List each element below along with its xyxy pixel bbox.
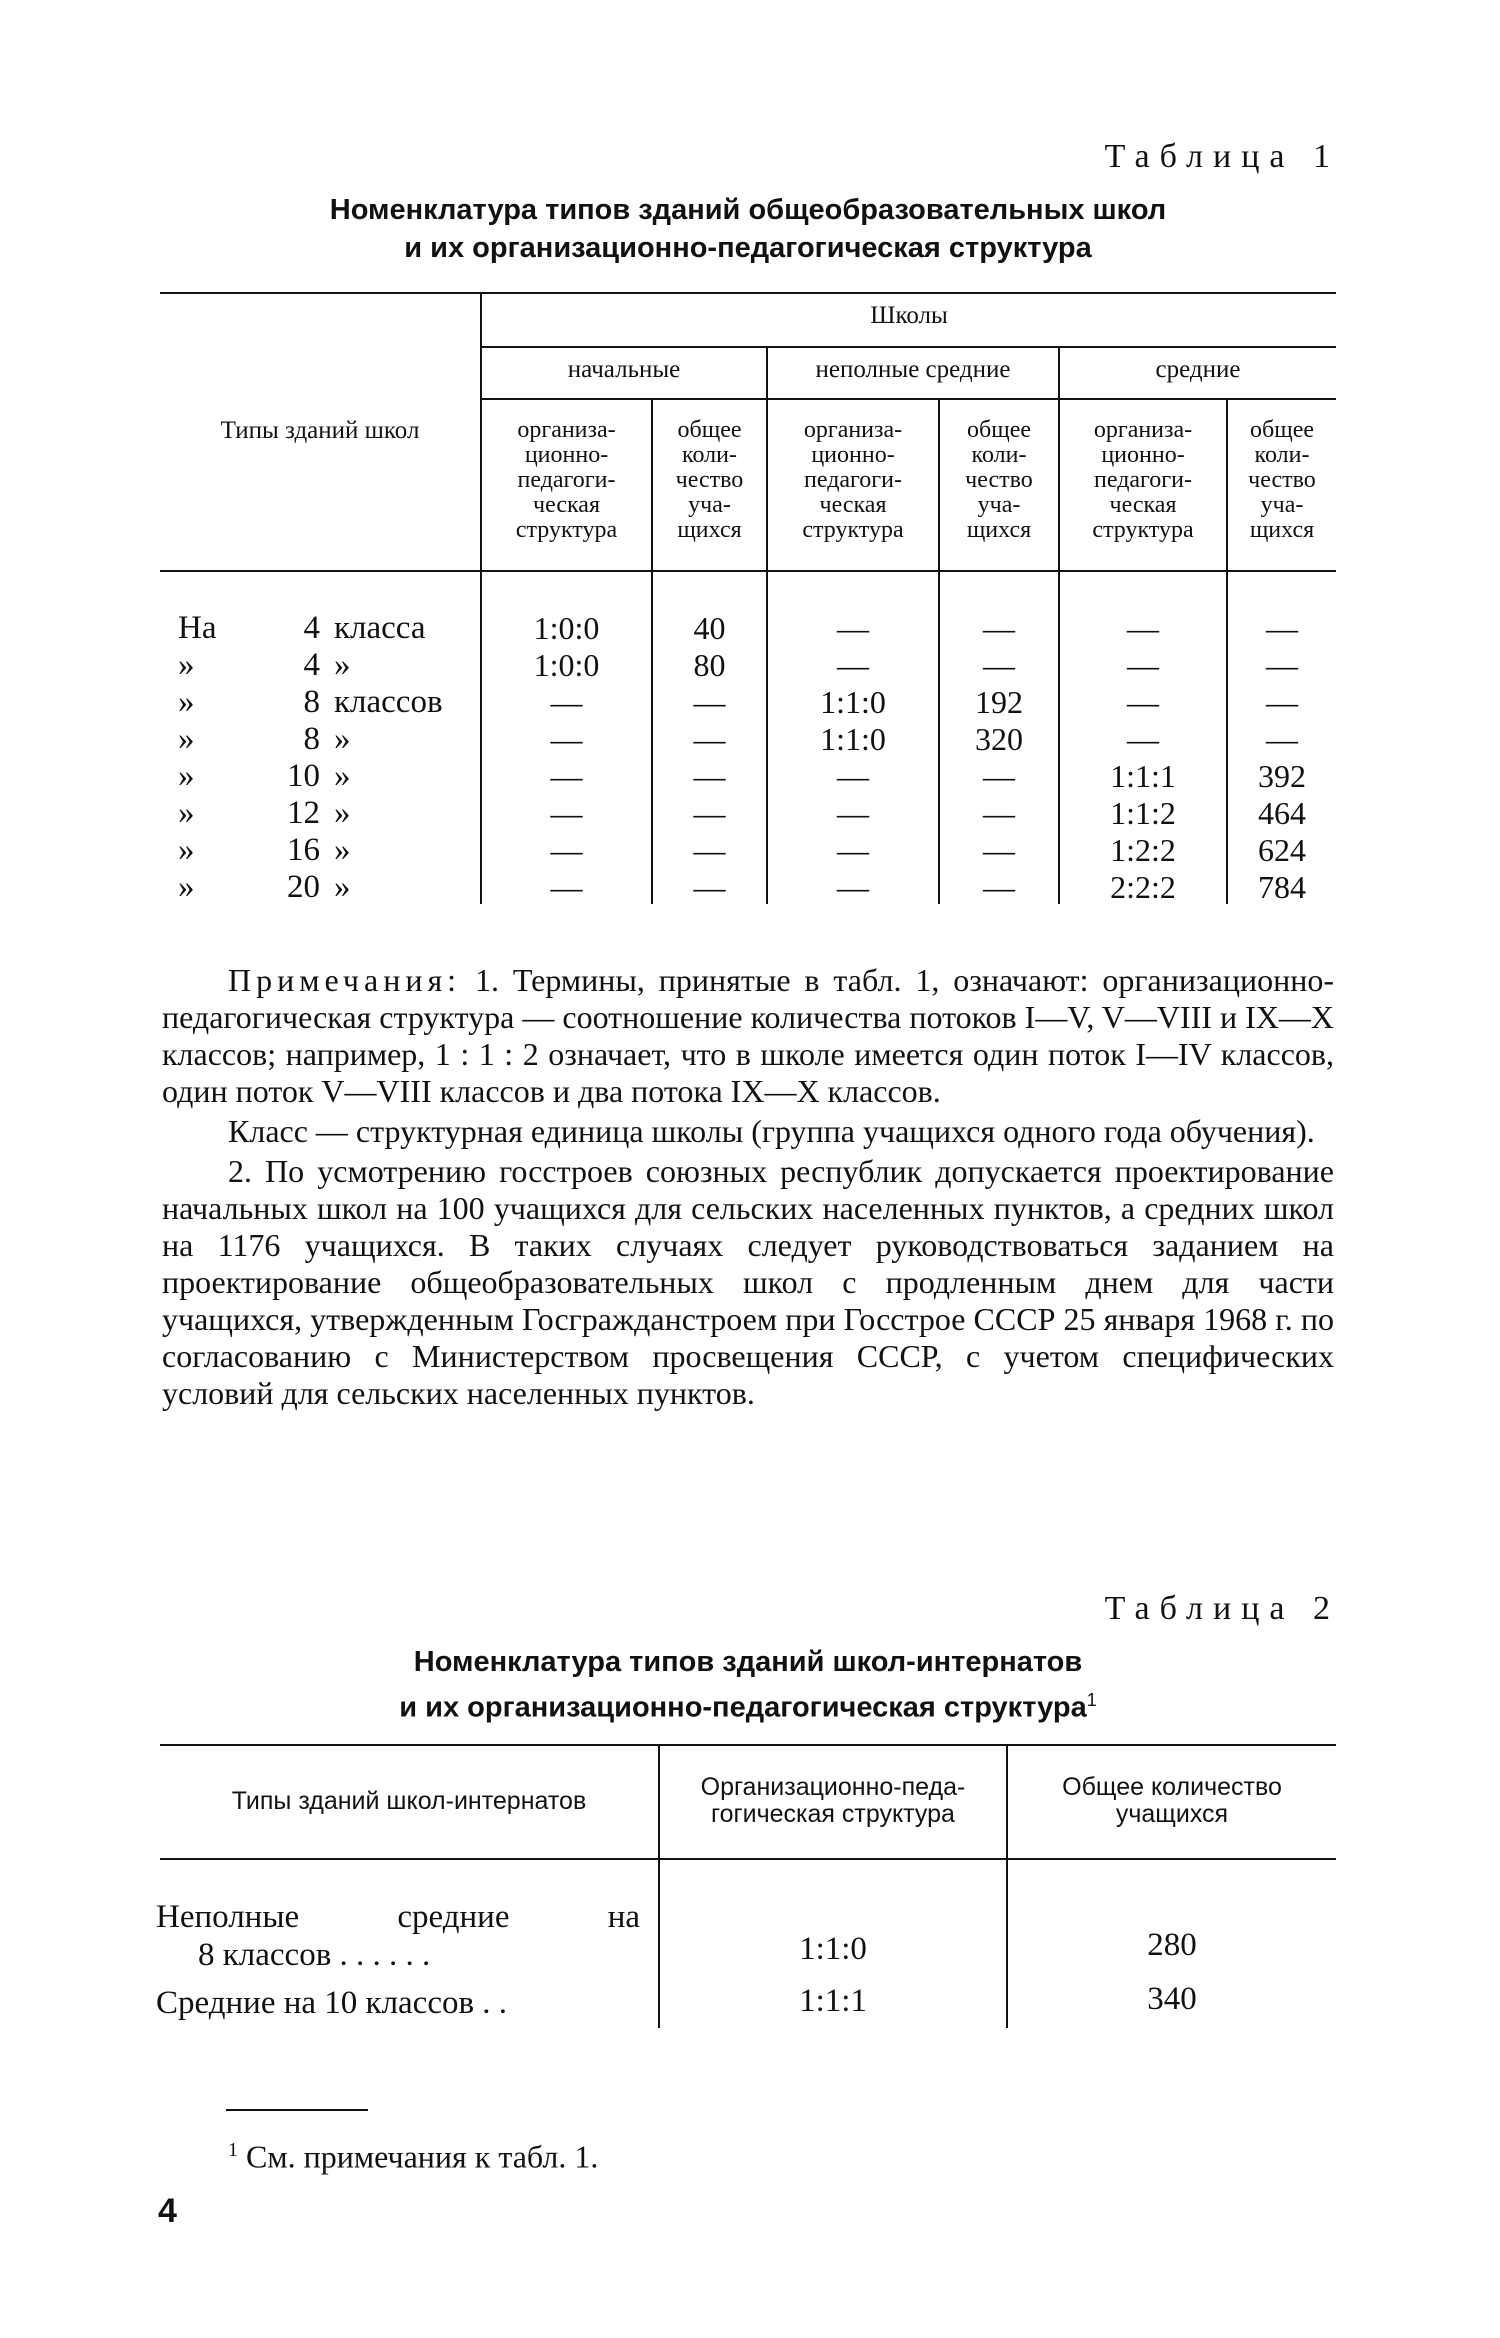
- table1-subheader-structure: организа- ционно- педагоги- ческая структура: [1092, 417, 1194, 543]
- cell: 1:1:0: [820, 721, 886, 757]
- cell: 320: [975, 721, 1023, 757]
- row-count: 280: [1147, 1927, 1197, 1963]
- table1-header-rule: [160, 570, 1336, 572]
- row-structure: 1:1:1: [799, 1983, 867, 2019]
- table2-title-text: и их организационно-педагогическая структура: [399, 1691, 1087, 1724]
- table2-title-line2: [162, 1680, 1334, 1728]
- notes-label: Примечания:: [228, 962, 462, 998]
- cell: 192: [975, 684, 1023, 720]
- table1-title-line2: и их организационно-педагогическая структура: [404, 232, 1092, 264]
- cell: —: [1266, 721, 1298, 757]
- note-2: 2. По усмотрению госстроев союзных республик допускается проектирование начальных школ на 100 учащихся для сельских населенных пунктов, а средних школ на 1176 учащихся. В таких случаях следует руководствоваться заданием на проектирование общеобразовательных школ с продленным днем для части учащихся, утвержденным Госгражданстроем при Госстрое СССР 25 января 1968 г. по согласованию с Министерством просвещения СССР, с учетом специфических условий для сельских населенных пунктов.: [162, 1153, 1334, 1411]
- cell: —: [983, 647, 1015, 683]
- table1-groups-rule: [482, 398, 1336, 400]
- row-prefix: »: [178, 832, 195, 868]
- cell: 1:2:2: [1110, 832, 1176, 868]
- row-unit: »: [334, 795, 351, 831]
- row-prefix: »: [178, 869, 195, 905]
- table2-header-structure: Организационно-педа- гогическая структура: [700, 1773, 966, 1828]
- table1-subheader-structure: организа- ционно- педагоги- ческая структура: [802, 417, 904, 543]
- row-type-line2: 8 классов . . . . . .: [198, 1937, 431, 1973]
- cell: —: [1266, 684, 1298, 720]
- cell: —: [837, 795, 869, 831]
- cell: 624: [1258, 832, 1306, 868]
- row-unit: классов: [334, 684, 443, 720]
- cell: —: [550, 869, 583, 905]
- row-number: 12: [287, 795, 320, 831]
- cell: —: [1127, 684, 1159, 720]
- cell: —: [1127, 647, 1159, 683]
- cell: —: [983, 610, 1015, 646]
- table1-subheader-count: общее коли- чество уча- щихся: [1248, 417, 1316, 543]
- table2-header-rule: [160, 1858, 1336, 1860]
- cell: —: [1127, 610, 1159, 646]
- table1-subheader-structure: организа- ционно- педагоги- ческая структура: [515, 417, 618, 543]
- row-number: 4: [303, 647, 320, 683]
- table1-top-rule: [160, 292, 1336, 294]
- table2-header-type: Типы зданий школ-интернатов: [231, 1787, 587, 1815]
- footnote-rule: [226, 2109, 368, 2111]
- footnote: [228, 2130, 598, 2177]
- table2-footnote-mark: 1: [1086, 1690, 1097, 1710]
- row-prefix: »: [178, 758, 195, 794]
- table2-header-count: Общее количество учащихся: [1062, 1773, 1282, 1828]
- cell: —: [983, 832, 1015, 868]
- cell: —: [550, 795, 583, 831]
- cell: 80: [693, 647, 726, 683]
- cell: —: [550, 758, 583, 794]
- row-unit: »: [334, 721, 351, 757]
- cell: —: [550, 721, 583, 757]
- table1-group-primary: начальные: [567, 356, 681, 383]
- row-unit: »: [334, 758, 351, 794]
- cell: —: [983, 758, 1015, 794]
- cell: —: [837, 758, 869, 794]
- cell: —: [837, 647, 869, 683]
- cell: —: [693, 795, 726, 831]
- row-structure: 1:1:0: [799, 1931, 867, 1967]
- table2-title-line1: Номенклатура типов зданий школ-интернатов: [413, 1646, 1083, 1678]
- cell: —: [1127, 721, 1159, 757]
- row-prefix: На: [178, 610, 217, 646]
- row-unit: »: [334, 832, 351, 868]
- cell: —: [837, 869, 869, 905]
- row-number: 16: [287, 832, 320, 868]
- cell: —: [1266, 647, 1298, 683]
- row-unit: »: [334, 647, 351, 683]
- row-number: 4: [303, 610, 320, 646]
- row-unit: класса: [334, 610, 426, 646]
- cell: —: [983, 869, 1015, 905]
- cell: —: [1266, 610, 1298, 646]
- row-type-line1: Неполные средние на: [156, 1899, 640, 1935]
- cell: 1:0:0: [533, 610, 600, 646]
- cell: —: [550, 832, 583, 868]
- row-number: 8: [303, 721, 320, 757]
- note-1: 1. Термины, принятые в табл. 1, означают: организационно-педагогическая структура — соотношение количества потоков I—V, V—VIII и IX—X классов; например, 1 : 1 : 2 означает, что в школе имеется один поток I—IV классов, один поток V—VIII классов и два потока IX—X классов.: [162, 962, 1335, 1109]
- cell: —: [983, 795, 1015, 831]
- table1-subheader-count: общее коли- чество уча- щихся: [965, 417, 1033, 543]
- table1-title-line1: Номенклатура типов зданий общеобразовательных школ: [329, 194, 1167, 226]
- cell: 1:1:2: [1110, 795, 1176, 831]
- cell: —: [693, 869, 726, 905]
- cell: —: [693, 721, 726, 757]
- cell: 1:1:0: [820, 684, 886, 720]
- cell: 784: [1258, 869, 1306, 905]
- cell: 1:0:0: [533, 647, 600, 683]
- footnote-mark: 1: [228, 2139, 238, 2161]
- cell: —: [693, 684, 726, 720]
- row-type-line1: Средние на 10 классов . .: [156, 1985, 508, 2021]
- row-prefix: »: [178, 721, 195, 757]
- row-prefix: »: [178, 795, 195, 831]
- table1-subheader-count: общее коли- чество уча- щихся: [675, 417, 744, 543]
- table1-group-secondary: средние: [1155, 356, 1241, 383]
- cell: —: [693, 832, 726, 868]
- row-prefix: »: [178, 684, 195, 720]
- table1-schools-rule: [482, 346, 1336, 348]
- cell: —: [550, 684, 583, 720]
- row-count: 340: [1147, 1981, 1197, 2017]
- notes: [162, 962, 1334, 1412]
- cell: —: [837, 832, 869, 868]
- cell: 464: [1258, 795, 1306, 831]
- footnote-text: См. примечания к табл. 1.: [246, 2138, 599, 2175]
- table2-number: Таблица 2: [1104, 1590, 1340, 1627]
- row-number: 20: [287, 869, 320, 905]
- note-class-definition: Класс — структурная единица школы (группа учащихся одного года обучения).: [228, 1113, 1315, 1149]
- row-prefix: »: [178, 647, 195, 683]
- cell: —: [837, 610, 869, 646]
- table1-row-label-header: Типы зданий школ: [220, 417, 420, 444]
- table1-group-incomplete: неполные средние: [815, 356, 1011, 383]
- row-number: 8: [303, 684, 320, 720]
- row-number: 10: [287, 758, 320, 794]
- table1-number: Таблица 1: [1104, 138, 1340, 175]
- cell: 40: [693, 610, 726, 646]
- cell: 2:2:2: [1110, 869, 1176, 905]
- row-unit: »: [334, 869, 351, 905]
- cell: 392: [1258, 758, 1306, 794]
- page-number: 4: [158, 2192, 177, 2230]
- table1-schools-header: Школы: [870, 302, 948, 329]
- cell: 1:1:1: [1110, 758, 1176, 794]
- cell: —: [693, 758, 726, 794]
- table2-top-rule: [160, 1744, 1336, 1746]
